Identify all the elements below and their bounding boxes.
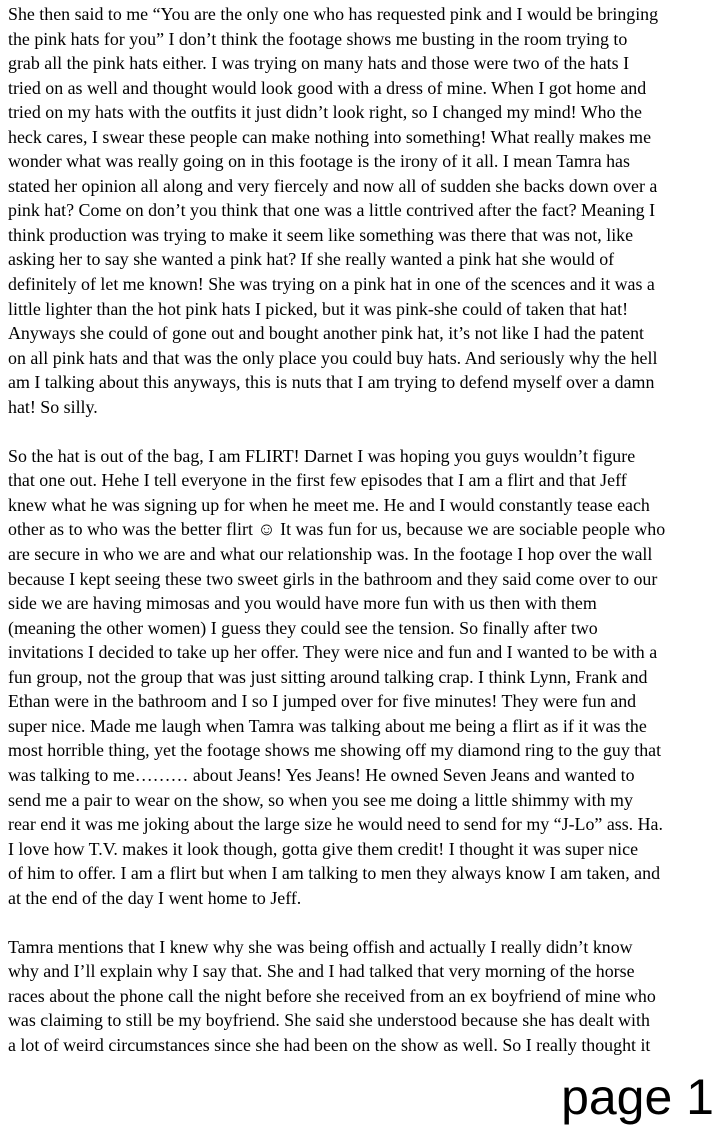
text-line: send me a pair to wear on the show, so when you see me doing a little shimmy with my — [8, 789, 633, 810]
text-line: She then said to me “You are the only one who has requested pink and I would be bringing — [8, 4, 659, 24]
page-number-label: page 1 — [561, 1069, 714, 1125]
text-line: the pink hats for you” I don’t think the footage shows me busting in the room trying to — [8, 28, 628, 49]
text-line: tried on my hats with the outfits it just didn’t look right, so I changed my mind! Who the — [8, 102, 642, 123]
text-line: why and I’ll explain why I say that. She and I had talked that very morning of the horse — [8, 961, 635, 982]
text-line: am I talking about this anyways, this is nuts that I am trying to defend myself over a damn — [8, 372, 655, 393]
paragraph-pink-hats — [8, 2, 714, 419]
text-line: grab all the pink hats either. I was trying on many hats and those were two of the hats I — [8, 53, 630, 74]
text-line: that one out. Hehe I tell everyone in the first few episodes that I am a flirt and that Jeff — [8, 470, 627, 491]
text-line: most horrible thing, yet the footage shows me showing off my diamond ring to the guy that — [8, 740, 662, 761]
text-line: asking her to say she wanted a pink hat? If she really wanted a pink hat she would of — [8, 249, 615, 270]
text-line: tried on as well and thought would look good with a dress of mine. When I got home and — [8, 77, 647, 98]
document-body — [8, 2, 714, 1082]
text-line: think production was trying to make it seem like something was there that was not, like — [8, 224, 634, 245]
text-line: Anyways she could of gone out and bought another pink hat, it’s not like I had the patent — [8, 323, 644, 344]
text-line: on all pink hats and that was the only place you could buy hats. And seriously why the hell — [8, 347, 658, 368]
text-line: other as to who was the better flirt ☺ It was fun for us, because we are sociable people who — [8, 519, 666, 540]
text-line: invitations I decided to take up her offer. They were nice and fun and I wanted to be with a — [8, 642, 658, 663]
text-line: at the end of the day I went home to Jeff. — [8, 887, 302, 908]
text-line: knew what he was signing up for when he meet me. He and I would constantly tease each — [8, 494, 650, 515]
text-line: fun group, not the group that was just sitting around talking crap. I think Lynn, Frank and — [8, 666, 648, 687]
text-line: was talking to me……… about Jeans! Yes Jeans! He owned Seven Jeans and wanted to — [8, 764, 635, 785]
text-line: of him to offer. I am a flirt but when I am talking to men they always know I am taken, and — [8, 863, 661, 884]
text-line: side we are having mimosas and you would have more fun with us then with them — [8, 593, 597, 614]
text-line: was claiming to still be my boyfriend. She said she understood because she has dealt with — [8, 1010, 650, 1031]
text-line: because I kept seeing these two sweet girls in the bathroom and they said come over to our — [8, 568, 658, 589]
text-line: races about the phone call the night before she received from an ex boyfriend of mine who — [8, 985, 656, 1006]
text-line: wonder what was really going on in this footage is the irony of it all. I mean Tamra has — [8, 151, 630, 172]
text-line: rear end it was me joking about the large size he would need to send for my “J-Lo” ass. Ha. — [8, 814, 663, 835]
text-line: super nice. Made me laugh when Tamra was talking about me being a flirt as if it was the — [8, 715, 647, 736]
text-line: I love how T.V. makes it look though, gotta give them credit! I thought it was super nice — [8, 838, 639, 859]
text-line: Ethan were in the bathroom and I so I jumped over for five minutes! They were fun and — [8, 691, 637, 712]
text-line: (meaning the other women) I guess they could see the tension. So finally after two — [8, 617, 598, 638]
text-line: definitely of let me known! She was trying on a pink hat in one of the scences and it was a — [8, 274, 655, 295]
paragraph-flirt — [8, 444, 714, 910]
text-line: little lighter than the hot pink hats I picked, but it was pink-she could of taken that hat! — [8, 298, 629, 319]
text-line: heck cares, I swear these people can make nothing into something! What really makes me — [8, 126, 652, 147]
text-line: pink hat? Come on don’t you think that one was a little contrived after the fact? Meaning I — [8, 200, 656, 221]
text-line: a lot of weird circumstances since she had been on the show as well. So I really thought it — [8, 1034, 651, 1055]
text-line: are secure in who we are and what our relationship was. In the footage I hop over the wall — [8, 544, 653, 565]
text-line: hat! So silly. — [8, 396, 98, 417]
text-line: So the hat is out of the bag, I am FLIRT! Darnet I was hoping you guys wouldn’t figure — [8, 445, 636, 466]
text-line: stated her opinion all along and very fiercely and now all of sudden she backs down over a — [8, 175, 658, 196]
paragraph-tamra — [8, 935, 714, 1058]
text-line: Tamra mentions that I knew why she was being offish and actually I really didn’t know — [8, 936, 633, 957]
